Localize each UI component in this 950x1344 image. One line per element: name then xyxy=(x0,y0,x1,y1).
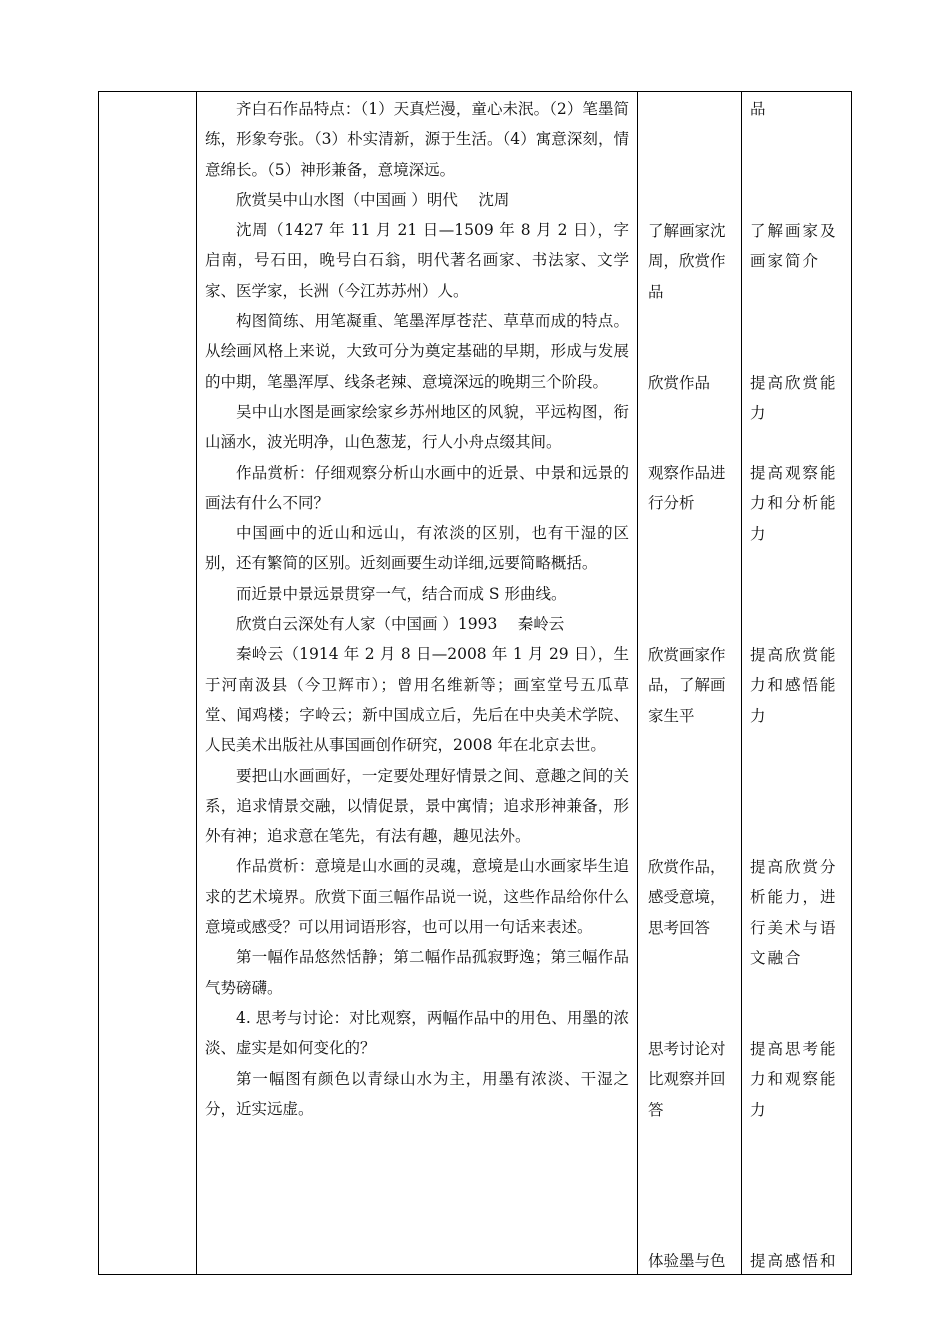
stage-column-cell xyxy=(99,92,196,1274)
activity-text: 欣赏作品，感受意境，思考回答 xyxy=(648,858,726,937)
intent-text: 提高感悟和 xyxy=(750,1252,838,1270)
content-paragraph: 构图简练、用笔凝重、笔墨浑厚苍茫、草草而成的特点。从绘画风格上来说，大致可分为奠定基础的早期，形成与发展的中期，笔墨浑厚、线条老辣、意境深远的晚期三个阶段。 xyxy=(205,312,629,391)
table-divider-1 xyxy=(196,91,197,1275)
content-paragraph: 中国画中的近山和远山，有浓淡的区别，也有干湿的区别，还有繁简的区别。近刻画要生动详细,远要简略概括。 xyxy=(205,524,629,573)
table-divider-2 xyxy=(637,91,638,1275)
content-paragraph: 欣赏白云深处有人家（中国画 ）1993 秦岭云 xyxy=(236,615,565,634)
content-paragraph: 而近景中景远景贯穿一气，结合而成 S 形曲线。 xyxy=(236,584,567,603)
content-paragraph: 第一幅作品悠然恬静；第二幅作品孤寂野逸；第三幅作品气势磅礴。 xyxy=(205,948,629,997)
activity-text: 了解画家沈周，欣赏作品 xyxy=(648,222,726,301)
content-paragraph: 作品赏析：仔细观察分析山水画中的近景、中景和远景的画法有什么不同？ xyxy=(205,463,629,512)
activity-text: 欣赏作品 xyxy=(648,374,711,392)
table-divider-3 xyxy=(741,91,742,1275)
teaching-content-cell xyxy=(205,94,629,1124)
intent-text: 提高思考能力和观察能力 xyxy=(750,1040,838,1119)
content-paragraph: 齐白石作品特点：（1）天真烂漫，童心未泯。（2）笔墨简练，形象夸张。（3）朴实清新，源于生活。（4）寓意深刻，情意绵长。（5）神形兼备，意境深远。 xyxy=(205,100,629,179)
design-intent-cell xyxy=(750,92,844,1274)
content-paragraph: 秦岭云（1914 年 2 月 8 日—2008 年 1 月 29 日），生于河南汲县（今卫辉市）；曾用名维新等；画室堂号五瓜草堂、闻鸡楼；字岭云；新中国成立后，先后在中央美术学院、人民美术出版社从事国画创作研究，2008 年在北京去世。 xyxy=(205,645,629,755)
table-border-top xyxy=(98,91,852,92)
table-border-right xyxy=(851,91,852,1275)
intent-text: 提高观察能力和分析能力 xyxy=(750,464,838,543)
intent-text: 品 xyxy=(750,100,768,118)
intent-text: 提高欣赏分析能力，进行美术与语文融合 xyxy=(750,858,838,967)
activity-text: 体验墨与色 xyxy=(648,1252,726,1270)
content-paragraph: 要把山水画画好，一定要处理好情景之间、意趣之间的关系，追求情景交融，以情促景，景中寓情；追求形神兼备，形外有神；追求意在笔先，有法有趣，趣见法外。 xyxy=(205,766,629,846)
intent-text: 了解画家及画家简介 xyxy=(750,222,838,271)
activity-text: 欣赏画家作品，了解画家生平 xyxy=(648,646,726,725)
content-paragraph: 第一幅图有颜色以青绿山水为主，用墨有浓淡、干湿之分，近实远虚。 xyxy=(205,1069,629,1118)
content-paragraph: 沈周（1427 年 11 月 21 日—1509 年 8 月 2 日），字启南，号石田，晚号白石翁，明代著名画家、书法家、文学家、医学家，长洲（今江苏苏州）人。 xyxy=(205,221,629,300)
intent-text: 提高欣赏能力 xyxy=(750,374,838,423)
content-paragraph: 吴中山水图是画家绘家乡苏州地区的风貌，平远构图，衔山涵水，波光明净，山色葱茏，行人小舟点缀其间。 xyxy=(205,402,629,452)
activity-text: 思考讨论对比观察并回答 xyxy=(648,1040,726,1119)
content-paragraph: 作品赏析：意境是山水画的灵魂，意境是山水画家毕生追求的艺术境界。欣赏下面三幅作品说一说，这些作品给你什么意境或感受？可以用词语形容，也可以用一句话来表述。 xyxy=(205,857,629,937)
student-activity-cell xyxy=(648,92,736,1274)
activity-text: 观察作品进行分析 xyxy=(648,464,726,513)
content-paragraph: 欣赏吴中山水图（中国画 ）明代 沈周 xyxy=(236,190,510,209)
content-paragraph: 4. 思考与讨论：对比观察，两幅作品中的用色、用墨的浓淡、虚实是如何变化的？ xyxy=(205,1008,629,1058)
intent-text: 提高欣赏能力和感悟能力 xyxy=(750,646,838,725)
table-border-bottom xyxy=(98,1274,852,1275)
